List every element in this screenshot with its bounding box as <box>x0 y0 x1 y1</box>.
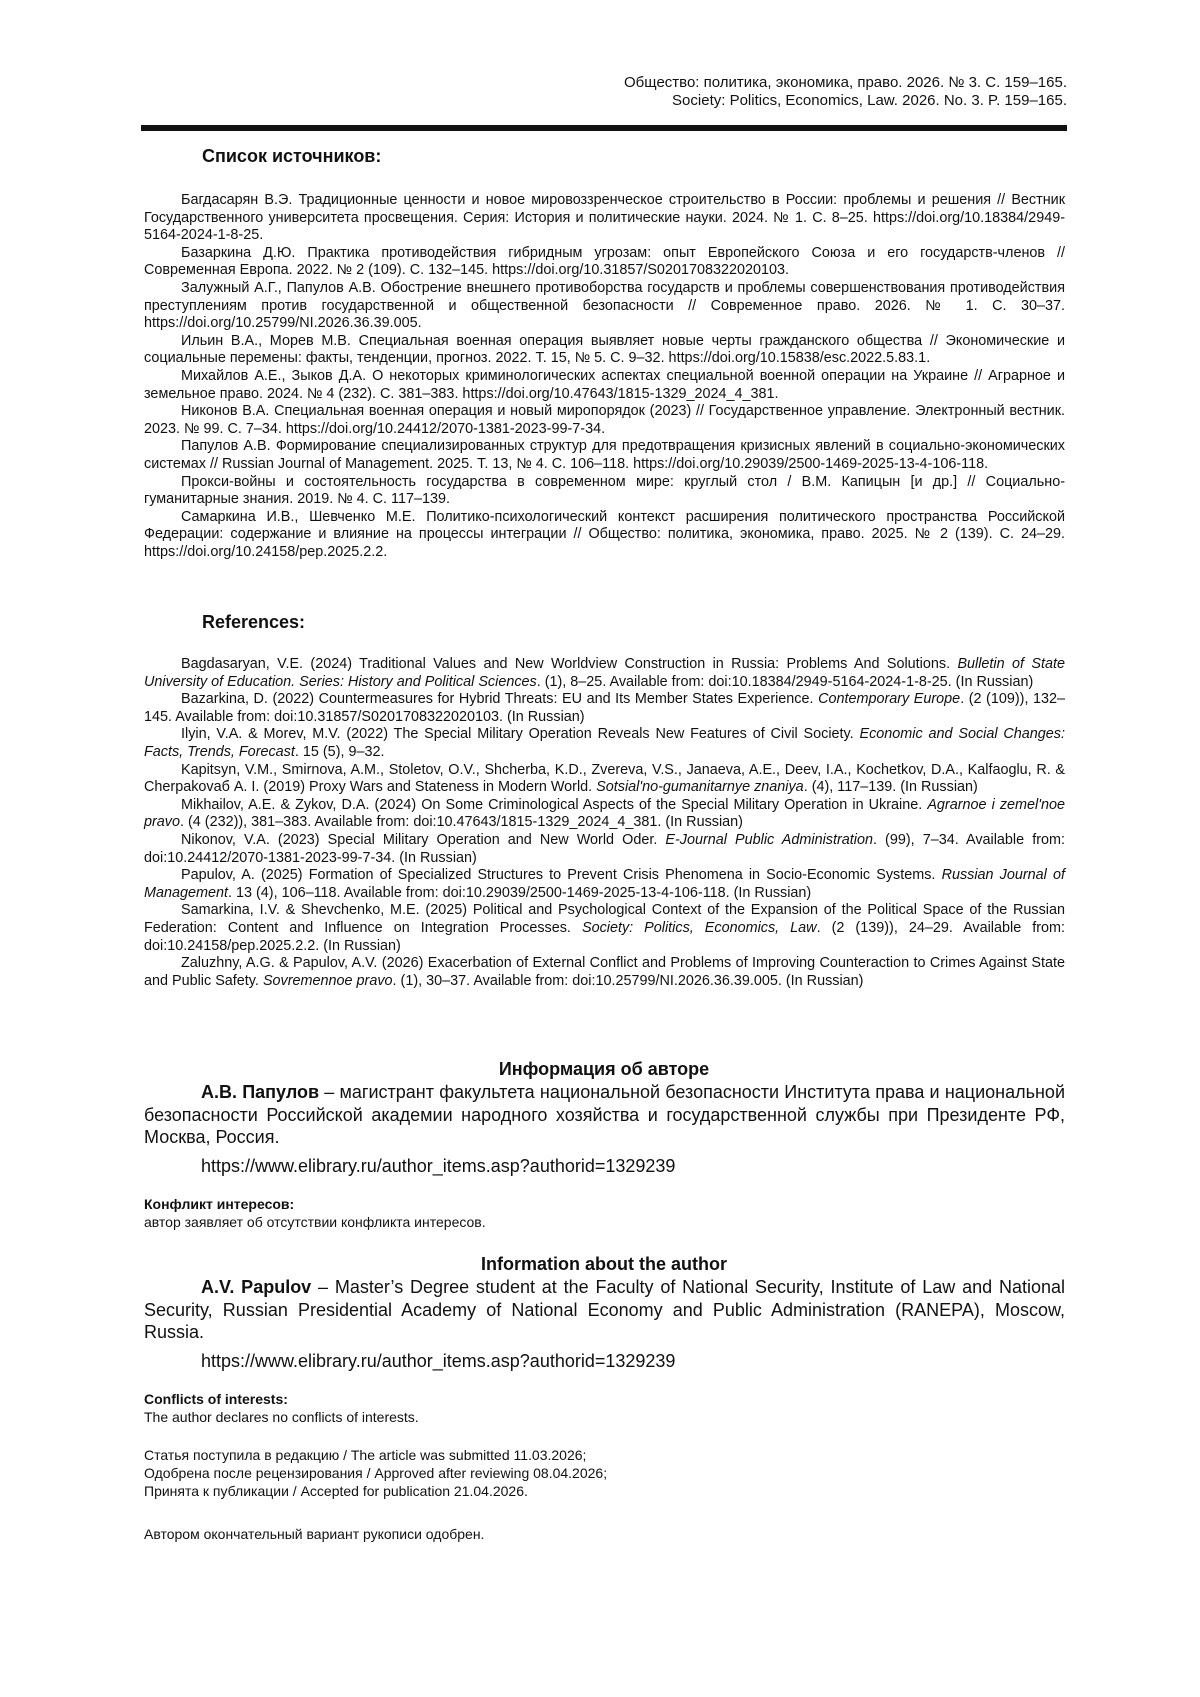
reference-journal: Sovremennoe pravo <box>262 972 393 989</box>
coi-text-ru: автор заявляет об отсутствии конфликта интересов. <box>144 1214 486 1230</box>
reference-journal: Economic and Social Changes: Facts, Trends, Forecast <box>144 726 1065 760</box>
reference-authors-title: Bazarkina, D. (2022) Countermeasures for Hybrid Threats: EU and Its Member States Experience. <box>181 691 819 708</box>
source-item: Самаркина И.В., Шевченко М.Е. Политико-психологический контекст расширения политического пространства Российской Федерации: содержание и влияние на процессы интеграции // Общество: политика, экономика, право. 2025. № 2 (139). С. 24–29. https://doi.org/10.24158/pep.2025.2.2. <box>144 508 1065 560</box>
conflict-of-interest-ru <box>144 1195 1065 1231</box>
reference-details: . (1), 30–37. Available from: doi:10.25799/NI.2026.36.39.005. (In Russian) <box>392 972 864 989</box>
reference-journal: Sotsial'no-gumanitarnye znaniya <box>596 779 804 796</box>
reference-authors-title: Papulov, A. (2025) Formation of Specialized Structures to Prevent Crisis Phenomena in Socio-Economic Systems. <box>181 867 942 884</box>
reference-item <box>144 762 1065 797</box>
sources-title: Список источников: <box>202 146 382 166</box>
reference-details: . 13 (4), 106–118. Available from: doi:10.29039/2500-1469-2025-13-4-106-118. (In Russian) <box>228 884 812 901</box>
source-item: Ильин В.А., Морев М.В. Специальная военная операция выявляет новые черты гражданского общества // Экономические и социальные перемены: факты, тенденции, прогноз. 2022. Т. 15, № 5. С. 9–32. https://doi.org/10.15838/esc.2022.5.83.1. <box>144 332 1065 367</box>
coi-text-en: The author declares no conflicts of interests. <box>144 1409 419 1425</box>
date-approved: Одобрена после рецензирования / Approved after reviewing 08.04.2026; <box>144 1465 608 1481</box>
coi-label-en: Conflicts of interests: <box>144 1391 288 1407</box>
publication-dates <box>144 1446 607 1500</box>
header-line-ru: Общество: политика, экономика, право. 2026. № 3. С. 159–165. <box>624 74 1067 91</box>
reference-item <box>144 902 1065 955</box>
reference-authors-title: Ilyin, V.A. & Morev, M.V. (2022) The Special Military Operation Reveals New Features of Civil Society. <box>181 726 860 743</box>
reference-item <box>144 832 1065 867</box>
source-item: Базаркина Д.Ю. Практика противодействия гибридным угрозам: опыт Европейского Союза и его государств-членов // Современная Европа. 2022. № 2 (109). С. 132–145. https://doi.org/10.31857/S0201708322020103. <box>144 244 1065 279</box>
running-header <box>367 74 1067 110</box>
reference-journal: Contemporary Europe <box>818 691 961 708</box>
author-info-heading-ru: Информация об авторе <box>498 1059 710 1079</box>
header-line-en: Society: Politics, Economics, Law. 2026. No. 3. P. 159–165. <box>672 92 1067 109</box>
reference-authors-title: Mikhailov, A.E. & Zykov, D.A. (2024) On Some Criminological Aspects of the Special Military Operation in Ukraine. <box>181 796 928 813</box>
author-name-en: A.V. Papulov <box>201 1277 312 1297</box>
reference-item <box>144 955 1065 990</box>
header-rule <box>141 125 1067 131</box>
reference-item <box>144 656 1065 691</box>
author-info-heading-en: Information about the author <box>481 1254 727 1274</box>
reference-details: . (4 (232)), 381–383. Available from: doi:10.47643/1815-1329_2024_4_381. (In Russian) <box>180 814 743 831</box>
reference-journal: Agrarnoe i zemel'noe pravo <box>144 796 1065 831</box>
reference-details: . (99), 7–34. Available from: doi:10.24412/2070-1381-2023-99-7-34. (In Russian) <box>144 831 1065 866</box>
author-info-en <box>144 1276 1065 1372</box>
approval-note: Автором окончательный вариант рукописи одобрен. <box>144 1526 485 1542</box>
references-list <box>144 656 1065 990</box>
author-link-en[interactable]: https://www.elibrary.ru/author_items.asp?authorid=1329239 <box>201 1350 676 1371</box>
reference-details: . (1), 8–25. Available from: doi:10.18384/2949-5164-2024-1-8-25. (In Russian) <box>536 673 1034 690</box>
reference-item <box>144 797 1065 832</box>
reference-journal: E-Journal Public Administration <box>665 831 873 848</box>
date-accepted: Принята к публикации / Accepted for publication 21.04.2026. <box>144 1483 528 1499</box>
author-name-ru: А.В. Папулов <box>201 1082 320 1102</box>
source-item: Залужный А.Г., Папулов А.В. Обострение внешнего противоборства государств и проблемы совершенствования противодействия преступлениям против государственной и общественной безопасности // Современное право. 2026. № 1. С. 30–37. https://doi.org/10.25799/NI.2026.36.39.005. <box>144 279 1065 332</box>
reference-authors-title: Bagdasaryan, V.E. (2024) Traditional Values and New Worldview Construction in Russia: Problems And Solutions. <box>181 656 958 672</box>
sources-list <box>144 192 1065 561</box>
coi-label-ru: Конфликт интересов: <box>144 1196 295 1212</box>
reference-authors-title: Samarkina, I.V. & Shevchenko, M.E. (2025) Political and Psychological Context of the Expansion of the Political Space of the Russian Federation: Content and Influence on Integration Processes. <box>144 902 1065 936</box>
date-submitted: Статья поступила в редакцию / The article was submitted 11.03.2026; <box>144 1447 587 1463</box>
author-link-ru[interactable]: https://www.elibrary.ru/author_items.asp?authorid=1329239 <box>201 1155 676 1176</box>
reference-authors-title: Kapitsyn, V.M., Smirnova, A.M., Stoletov, O.V., Shcherba, K.D., Zvereva, V.S., Janaeva, A.E., Deev, I.A., Kochetkov, D.A., Kalfaoglu, R. & Cherpakovаб A. I. (2019) Proxy Wars and Stateness in Modern World. <box>144 761 1065 796</box>
reference-item <box>144 867 1065 902</box>
reference-authors-title: Zaluzhny, A.G. & Papulov, A.V. (2026) Exacerbation of External Conflict and Problems of Improving Counteraction to Crimes Against State and Public Safety. <box>144 955 1065 989</box>
reference-authors-title: Nikonov, V.A. (2023) Special Military Operation and New World Oder. <box>181 831 666 848</box>
source-item: Багдасарян В.Э. Традиционные ценности и новое мировоззренческое строительство в России: проблемы и решения // Вестник Государственного университета просвещения. Серия: История и политические науки. 2024. № 1. С. 8–25. https://doi.org/10.18384/2949-5164-2024-1-8-25. <box>144 192 1065 244</box>
author-bio-text-ru: – магистрант факультета национальной безопасности Института права и национальной безопасности Российской академии народного хозяйства и государственной службы при Президенте РФ, Москва, Россия. <box>144 1082 1065 1147</box>
author-info-ru <box>144 1081 1065 1177</box>
author-bio-ru <box>144 1081 1065 1149</box>
reference-item <box>144 691 1065 726</box>
source-item: Папулов А.В. Формирование специализированных структур для предотвращения кризисных явлений в социально-экономических системах // Russian Journal of Management. 2025. Т. 13, № 4. С. 106–118. https://doi.org/10.29039/2500-1469-2025-13-4-106-118. <box>144 438 1065 472</box>
reference-details: . (2 (139)), 24–29. Available from: doi:10.24158/pep.2025.2.2. (In Russian) <box>144 919 1066 954</box>
reference-journal: Society: Politics, Economics, Law <box>581 919 817 936</box>
reference-details: . (2 (109)), 132–145. Available from: doi:10.31857/S0201708322020103. (In Russian) <box>144 691 1066 725</box>
reference-details: . 15 (5), 9–32. <box>294 743 385 760</box>
source-item: Михайлов А.Е., Зыков Д.А. О некоторых криминологических аспектах специальной военной операции на Украине // Аграрное и земельное право. 2024. № 4 (232). С. 381–383. https://doi.org/10.47643/1815-1329_2024_4_381. <box>144 367 1065 402</box>
reference-item <box>144 726 1065 761</box>
reference-journal: Russian Journal of Management <box>144 867 1066 901</box>
author-bio-text-en: – Master’s Degree student at the Faculty of National Security, Institute of Law and National Security, Russian Presidential Academy of National Economy and Public Administration (RANEPA), Moscow, Russia. <box>144 1277 1065 1342</box>
conflict-of-interest-en <box>144 1390 1065 1426</box>
reference-journal: Bulletin of State University of Education. Series: History and Political Sciences <box>144 656 1065 690</box>
author-bio-en <box>144 1276 1065 1344</box>
source-item: Прокси-войны и состоятельность государства в современном мире: круглый стол / В.М. Капицын [и др.] // Социально-гуманитарные знания. 2019. № 4. С. 117–139. <box>144 473 1065 508</box>
source-item: Никонов В.А. Специальная военная операция и новый миропорядок (2023) // Государственное управление. Электронный вестник. 2023. № 99. С. 7–34. https://doi.org/10.24412/2070-1381-2023-99-7-34. <box>144 403 1065 437</box>
reference-details: . (4), 117–139. (In Russian) <box>803 779 978 796</box>
references-title: References: <box>202 612 306 632</box>
